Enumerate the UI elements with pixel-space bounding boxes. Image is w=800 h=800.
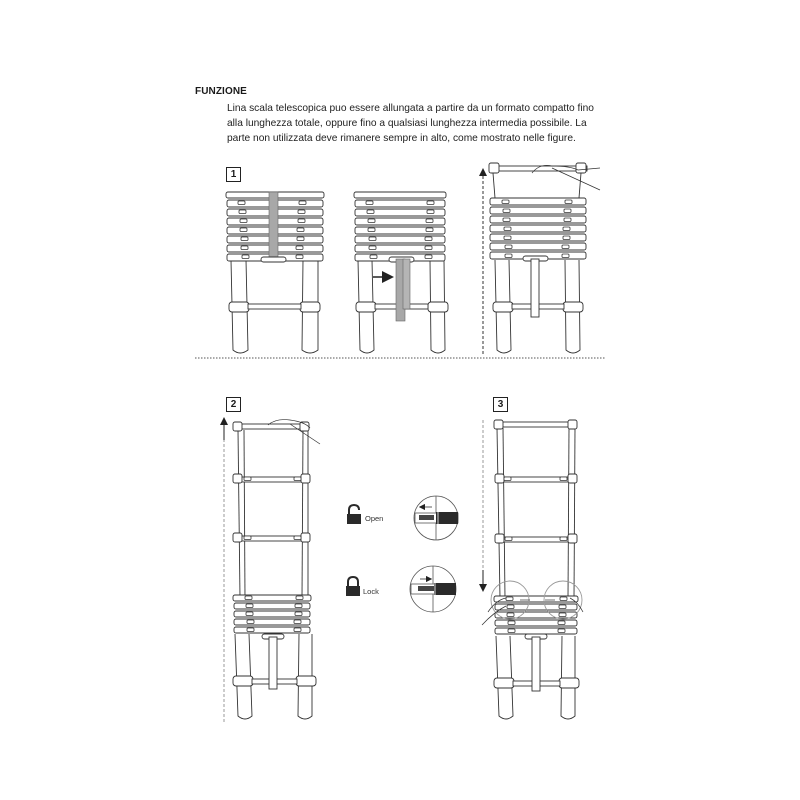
section-title: FUNZIONE [195, 86, 247, 97]
lock-label: Lock [363, 587, 379, 596]
step-number-3: 3 [493, 397, 508, 412]
step-number-2: 2 [226, 397, 241, 412]
lock-detail-open [414, 496, 458, 540]
paragraph-line: Lina scala telescopica puo essere allungata a partire da un formato compatto fino [227, 103, 594, 114]
paragraph-line: parte non utilizzata deve rimanere sempre in alto, come mostrato nelle figure. [227, 133, 576, 144]
ladder-pull-top [489, 163, 600, 353]
ladder-collapsed-2 [354, 192, 448, 353]
paragraph-line: alla lunghezza totale, oppure fino a qualsiasi lunghezza intermedia possibile. La [227, 118, 587, 129]
padlock-open-icon [347, 505, 361, 524]
ladder-retracting [482, 420, 583, 719]
padlock-closed-icon [346, 577, 360, 596]
ladder-extending [233, 420, 320, 719]
open-label: Open [365, 514, 384, 523]
ladder-collapsed-1 [226, 192, 324, 353]
lock-detail-locked [410, 566, 456, 612]
step-number-1: 1 [226, 167, 241, 182]
